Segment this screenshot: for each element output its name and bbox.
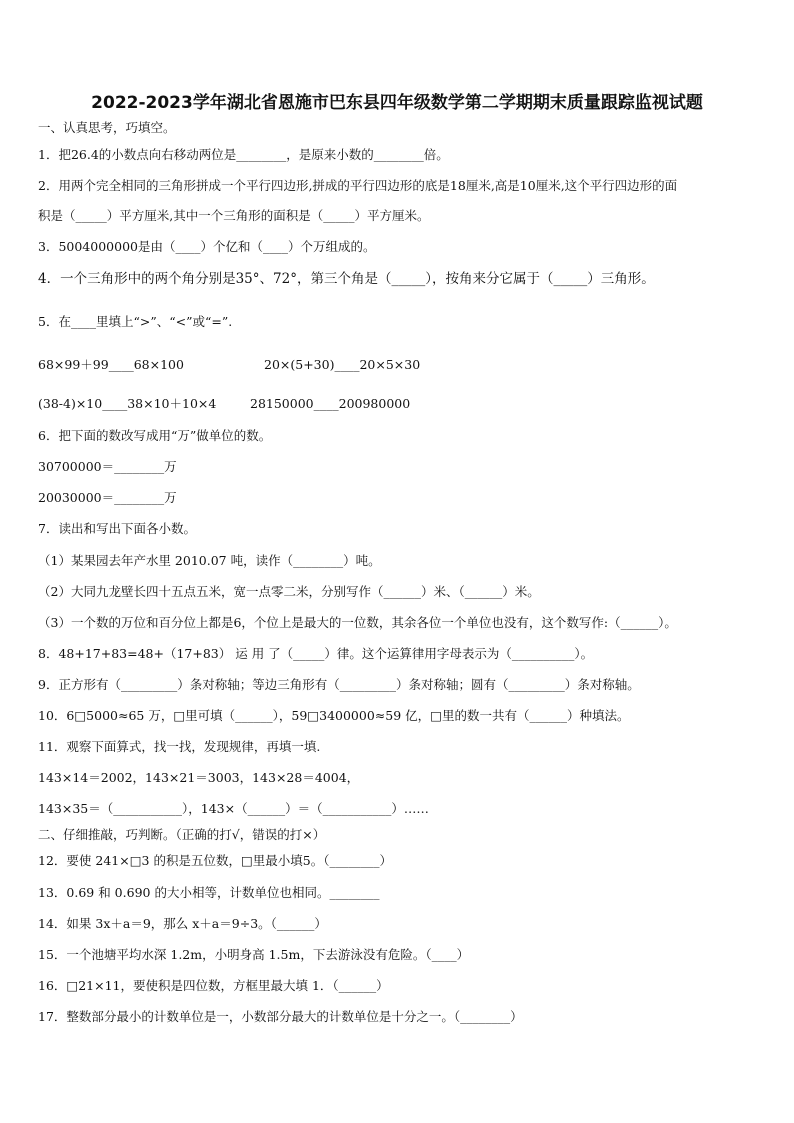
question-4: 4．一个三角形中的两个角分别是35°、72°，第三个角是（_____），按角来分它属于（_____）三角形。 [38, 271, 655, 287]
question-7-item-2: （2）大同九龙壁长四十五点五米，宽一点零二米，分别写作（______）米、（______）米。 [38, 584, 540, 599]
question-5-item-4: 28150000____200980000 [250, 396, 411, 411]
question-10: 10．6□5000≈65 万，□里可填（______），59□3400000≈59 亿，□里的数一共有（______）种填法。 [38, 708, 630, 723]
question-7: 7．读出和写出下面各小数。 [38, 521, 196, 536]
question-14: 14．如果 3x＋a＝9，那么 x＋a＝9÷3。（______） [38, 916, 327, 931]
question-7-item-1: （1）某果园去年产水里 2010.07 吨，读作（________）吨。 [38, 553, 381, 568]
question-11-example: 143×14＝2002，143×21＝3003，143×28＝4004， [38, 770, 360, 785]
page-title: 2022-2023学年湖北省恩施市巴东县四年级数学第二学期期末质量跟踪监视试题 [91, 93, 703, 113]
question-2-line-2: 积是（_____）平方厘米,其中一个三角形的面积是（_____）平方厘米。 [38, 208, 430, 223]
question-11: 11．观察下面算式，找一找，发现规律，再填一填. [38, 739, 321, 754]
question-16: 16．□21×11，要使积是四位数，方框里最大填 1．（______） [38, 978, 389, 993]
question-6-item-2: 20030000＝________万 [38, 490, 177, 505]
question-1: 1．把26.4的小数点向右移动两位是________，是原来小数的________倍。 [38, 147, 449, 162]
section-2-heading: 二、仔细推敲，巧判断。（正确的打√，错误的打×） [38, 827, 326, 842]
section-1-heading: 一、认真思考，巧填空。 [38, 120, 176, 135]
question-6: 6．把下面的数改写成用“万”做单位的数。 [38, 428, 272, 443]
question-15: 15．一个池塘平均水深 1.2m，小明身高 1.5m，下去游泳没有危险。（____） [38, 947, 470, 962]
question-17: 17．整数部分最小的计数单位是一，小数部分最大的计数单位是十分之一。（________） [38, 1009, 523, 1024]
question-8: 8．48+17+83=48+（17+83） 运 用 了（_____）律。这个运算律用字母表示为（__________）。 [38, 646, 594, 661]
question-6-item-1: 30700000＝________万 [38, 459, 177, 474]
question-5-item-2: 20×(5+30)____20×5×30 [264, 357, 421, 372]
question-3: 3．5004000000是由（____）个亿和（____）个万组成的。 [38, 239, 376, 254]
question-12: 12．要使 241×□3 的积是五位数，□里最小填5。（________） [38, 853, 392, 868]
question-5-item-1: 68×99＋99____68×100 [38, 357, 184, 372]
question-5-item-3: (38-4)×10____38×10＋10×4 [38, 396, 217, 411]
question-11-fill: 143×35＝（___________），143×（______）＝（___________）…… [38, 801, 429, 816]
question-5: 5．在____里填上“>”、“<”或“=”. [38, 314, 233, 329]
question-7-item-3: （3）一个数的万位和百分位上都是6，个位上是最大的一位数，其余各位一个单位也没有，这个数写作:（______）。 [38, 615, 677, 630]
question-2-line-1: 2．用两个完全相同的三角形拼成一个平行四边形,拼成的平行四边形的底是18厘米,高是10厘米,这个平行四边形的面 [38, 178, 678, 193]
question-9: 9．正方形有（_________）条对称轴；等边三角形有（_________）条对称轴；圆有（_________）条对称轴。 [38, 677, 640, 692]
question-13: 13．0.69 和 0.690 的大小相等，计数单位也相同。________ [38, 885, 380, 900]
